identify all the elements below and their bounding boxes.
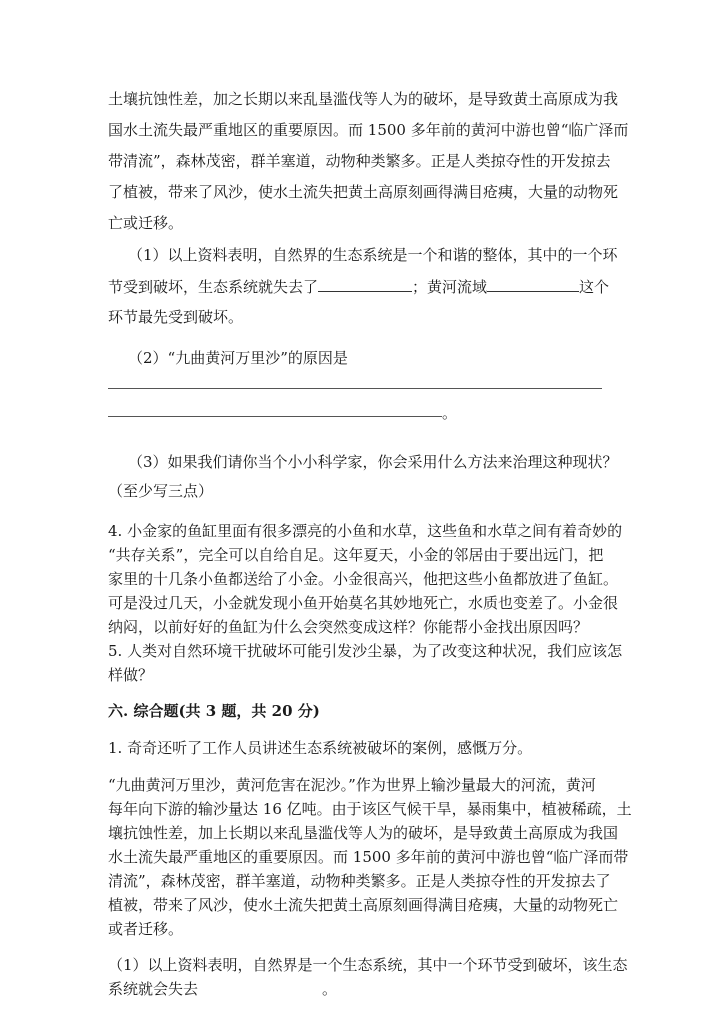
question-text: 节受到破坏，生态系统就失去了 — [108, 278, 319, 296]
question-text: 这个 — [579, 278, 610, 296]
paragraph-line: 土壤抗蚀性差，加之长期以来乱垦滥伐等人为的破坏，是导致黄土高原成为我 — [108, 90, 619, 108]
quote-line: 植被，带来了风沙，使水土流失把黄土高原刻画得满目疮痍，大量的动物死亡 — [108, 896, 619, 914]
question-1-line: （1）以上资料表明，自然界的生态系统是一个和谐的整体，其中的一个环 — [128, 246, 618, 264]
paragraph-line: 国水土流失最严重地区的重要原因。而 1500 多年前的黄河中游也曾“临广泽而 — [108, 121, 629, 139]
answer-line[interactable] — [108, 388, 602, 389]
item-5-line: 样做？ — [108, 666, 154, 684]
question-2-text: （2）“九曲黄河万里沙”的原因是 — [128, 349, 348, 367]
question-text: 系统就会失去 — [108, 980, 199, 998]
quote-line: “九曲黄河万里沙，黄河危害在泥沙。”作为世界上输沙量最大的河流，黄河 — [108, 776, 596, 794]
question-1-fill-line — [108, 276, 609, 297]
answer-line[interactable] — [108, 416, 442, 417]
answer-blank[interactable] — [318, 276, 412, 292]
answer-blank[interactable] — [487, 276, 579, 292]
quote-line: 每年向下游的输沙量达 16 亿吨。由于该区气候干旱，暴雨集中，植被稀疏，土 — [108, 800, 632, 818]
question-1-fill-line — [108, 979, 337, 999]
question-text: ；黄河流域 — [412, 278, 488, 296]
section-heading: 六. 综合题(共 3 题，共 20 分) — [108, 702, 320, 720]
item-1-intro: 1. 奇奇还听了工作人员讲述生态系统被破坏的案例，感慨万分。 — [108, 739, 533, 757]
end-mark: 。 — [322, 980, 338, 998]
question-1-line: （1）以上资料表明，自然界是一个生态系统，其中一个环节受到破坏，该生态 — [108, 956, 628, 974]
question-3-line: （3）如果我们请你当个小小科学家，你会采用什么方法来治理这种现状？ — [128, 453, 618, 471]
item-4-line: 可是没过几天，小金就发现小鱼开始莫名其妙地死亡，水质也变差了。小金很 — [108, 594, 619, 612]
quote-line: 或者迁移。 — [108, 920, 184, 938]
quote-line: 水土流失最严重地区的重要原因。而 1500 多年前的黄河中游也曾“临广泽而带 — [108, 848, 629, 866]
end-mark: 。 — [442, 404, 458, 422]
item-4-line: 4. 小金家的鱼缸里面有很多漂亮的小鱼和水草，这些鱼和水草之间有着奇妙的 — [108, 522, 623, 540]
paragraph-line: 了植被，带来了风沙，使水土流失把黄土高原刻画得满目疮痍，大量的动物死 — [108, 183, 619, 201]
item-5-line: 5. 人类对自然环境干扰破坏可能引发沙尘暴，为了改变这种状况，我们应该怎 — [108, 642, 623, 660]
paragraph-line: 亡或迁移。 — [108, 214, 184, 232]
paragraph-line: 带清流”，森林茂密，群羊塞道，动物种类繁多。正是人类掠夺性的开发掠去 — [108, 152, 611, 170]
question-1-line: 环节最先受到破坏。 — [108, 308, 244, 326]
question-3-line: （至少写三点） — [108, 482, 214, 500]
item-4-line: 家里的十几条小鱼都送给了小金。小金很高兴，他把这些小鱼都放进了鱼缸。 — [108, 570, 619, 588]
quote-line: 清流”，森林茂密，群羊塞道，动物种类繁多。正是人类掠夺性的开发掠去了 — [108, 872, 611, 890]
item-4-line: “共存关系”，完全可以自给自足。这年夏天，小金的邻居由于要出远门，把 — [108, 546, 604, 564]
quote-line: 壤抗蚀性差，加上长期以来乱垦滥伐等人为的破坏，是导致黄土高原成为我国 — [108, 824, 619, 842]
item-4-line: 纳闷，以前好好的鱼缸为什么会突然变成这样？你能帮小金找出原因吗？ — [108, 618, 589, 636]
